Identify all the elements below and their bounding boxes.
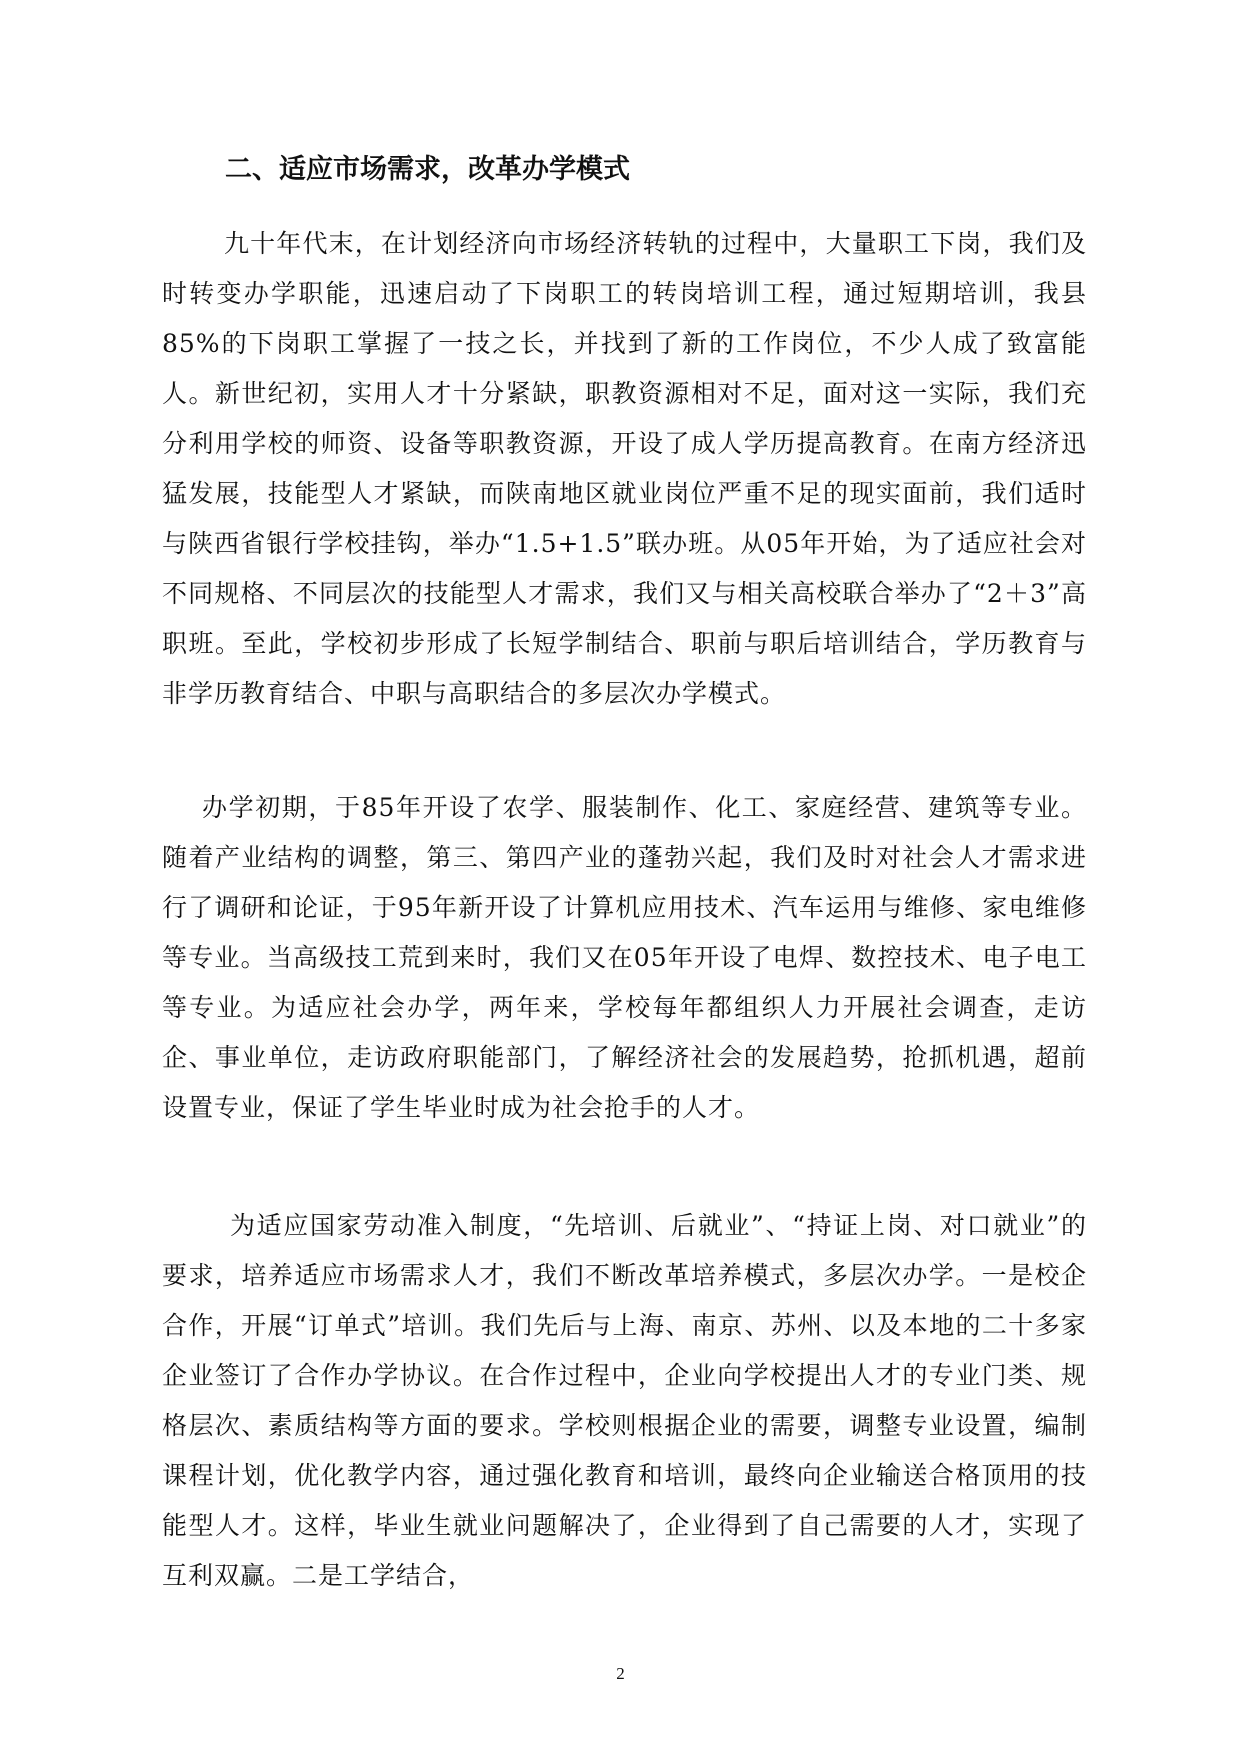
paragraph-1: 九十年代末，在计划经济向市场经济转轨的过程中，大量职工下岗，我们及时转变办学职能，迅速启动了下岗职工的转岗培训工程，通过短期培训，我县85%的下岗职工掌握了一技之长，并找到了新的工作岗位，不少人成了致富能人。新世纪初，实用人才十分紧缺，职教资源相对不足，面对这一实际，我们充分利用学校的师资、设备等职教资源，开设了成人学历提高教育。在南方经济迅猛发展，技能型人才紧缺，而陕南地区就业岗位严重不足的现实面前，我们适时与陕西省银行学校挂钩，举办“1.5+1.5”联办班。从05年开始，为了适应社会对不同规格、不同层次的技能型人才需求，我们又与相关高校联合举办了“2＋3”高职班。至此，学校初步形成了长短学制结合、职前与职后培训结合，学历教育与非学历教育结合、中职与高职结合的多层次办学模式。 bbox=[162, 229, 1087, 708]
section-heading: 二、适应市场需求，改革办学模式 bbox=[225, 154, 630, 185]
paragraph-2: 办学初期，于85年开设了农学、服装制作、化工、家庭经营、建筑等专业。随着产业结构的调整，第三、第四产业的蓬勃兴起，我们及时对社会人才需求进行了调研和论证，于95年新开设了计算机应用技术、汽车运用与维修、家电维修等专业。当高级技工荒到来时，我们又在05年开设了电焊、数控技术、电子电工等专业。为适应社会办学，两年来，学校每年都组织人力开展社会调查，走访企、事业单位，走访政府职能部门，了解经济社会的发展趋势，抢抓机遇，超前设置专业，保证了学生毕业时成为社会抢手的人才。 bbox=[162, 793, 1087, 1122]
page-number: 2 bbox=[616, 1664, 625, 1683]
paragraph-3: 为适应国家劳动准入制度，“先培训、后就业”、“持证上岗、对口就业”的要求，培养适应市场需求人才，我们不断改革培养模式，多层次办学。一是校企合作，开展“订单式”培训。我们先后与上海、南京、苏州、以及本地的二十多家企业签订了合作办学协议。在合作过程中，企业向学校提出人才的专业门类、规格层次、素质结构等方面的要求。学校则根据企业的需要，调整专业设置，编制课程计划，优化教学内容，通过强化教育和培训，最终向企业输送合格顶用的技能型人才。这样，毕业生就业问题解决了，企业得到了自己需要的人才，实现了互利双赢。二是工学结合， bbox=[162, 1211, 1087, 1590]
